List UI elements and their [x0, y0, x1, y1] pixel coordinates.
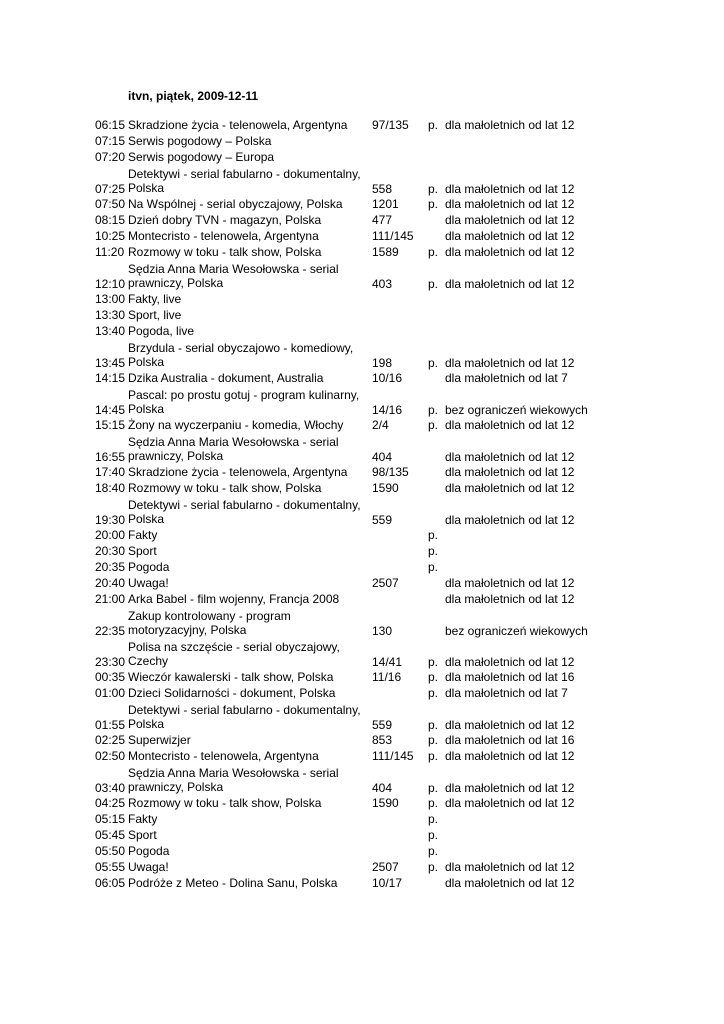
time-cell: 07:50: [95, 197, 126, 211]
age-rating-cell: dla małoletnich od lat 12: [445, 450, 575, 464]
age-rating-cell: dla małoletnich od lat 12: [445, 356, 575, 370]
age-rating-cell: dla małoletnich od lat 12: [445, 213, 575, 227]
schedule-table: [0, 118, 724, 892]
episode-cell: 404: [372, 450, 393, 464]
time-cell: 07:20: [95, 150, 126, 164]
table-row: [0, 796, 724, 812]
table-row: [0, 639, 724, 670]
premiere-cell: p.: [428, 733, 439, 747]
time-cell: 23:30: [95, 655, 126, 669]
premiere-cell: p.: [428, 544, 439, 558]
program-title-cell: Dzika Australia - dokument, Australia: [128, 371, 324, 385]
program-title-cell: Sport: [128, 828, 157, 842]
premiere-cell: p.: [428, 796, 439, 810]
program-title-cell: Sędzia Anna Maria Wesołowska - serial prawniczy, Polska: [128, 262, 339, 290]
program-title-cell: Dzień dobry TVN - magazyn, Polska: [128, 213, 322, 227]
program-title-cell: Pogoda: [128, 844, 170, 858]
time-cell: 22:35: [95, 624, 126, 638]
table-row: [0, 733, 724, 749]
program-title-cell: Superwizjer: [128, 733, 191, 747]
time-cell: 06:15: [95, 118, 126, 132]
table-row: [0, 418, 724, 434]
program-title-cell: Fakty, live: [128, 292, 182, 306]
episode-cell: 404: [372, 781, 393, 795]
program-title-cell: Sport: [128, 544, 157, 558]
program-title-cell: Zakup kontrolowany - program motoryzacyjny, Polska: [128, 609, 291, 637]
table-row: [0, 749, 724, 765]
time-cell: 02:50: [95, 749, 126, 763]
table-row: [0, 229, 724, 245]
program-title-cell: Brzydula - serial obyczajowo - komediowy, Polska: [128, 341, 354, 369]
table-row: [0, 134, 724, 150]
table-row: [0, 197, 724, 213]
time-cell: 05:15: [95, 812, 126, 826]
time-cell: 17:40: [95, 465, 126, 479]
episode-cell: 14/16: [372, 403, 403, 417]
time-cell: 20:40: [95, 576, 126, 590]
time-cell: 00:35: [95, 670, 126, 684]
premiere-cell: p.: [428, 655, 439, 669]
age-rating-cell: bez ograniczeń wiekowych: [445, 624, 588, 638]
program-title-cell: Montecristo - telenowela, Argentyna: [128, 749, 319, 763]
table-row: [0, 481, 724, 497]
table-row: [0, 560, 724, 576]
program-title-cell: Uwaga!: [128, 576, 169, 590]
table-row: [0, 308, 724, 324]
table-row: [0, 608, 724, 639]
episode-cell: 1589: [372, 245, 399, 259]
program-title-cell: Detektywi - serial fabularno - dokumentalny, Polska: [128, 167, 361, 195]
age-rating-cell: dla małoletnich od lat 16: [445, 670, 575, 684]
episode-cell: 98/135: [372, 465, 409, 479]
program-title-cell: Polisa na szczęście - serial obyczajowy, Czechy: [128, 640, 340, 668]
time-cell: 14:15: [95, 371, 126, 385]
program-title-cell: Fakty: [128, 812, 158, 826]
age-rating-cell: dla małoletnich od lat 7: [445, 686, 568, 700]
program-title-cell: Arka Babel - film wojenny, Francja 2008: [128, 592, 340, 606]
premiere-cell: p.: [428, 860, 439, 874]
premiere-cell: p.: [428, 403, 439, 417]
age-rating-cell: dla małoletnich od lat 7: [445, 371, 568, 385]
table-row: [0, 686, 724, 702]
premiere-cell: p.: [428, 749, 439, 763]
premiere-cell: p.: [428, 356, 439, 370]
age-rating-cell: dla małoletnich od lat 12: [445, 876, 575, 890]
program-title-cell: Fakty: [128, 528, 158, 542]
age-rating-cell: dla małoletnich od lat 12: [445, 576, 575, 590]
program-title-cell: Skradzione życia - telenowela, Argentyna: [128, 118, 348, 132]
table-row: [0, 828, 724, 844]
time-cell: 01:55: [95, 718, 126, 732]
age-rating-cell: dla małoletnich od lat 12: [445, 118, 575, 132]
table-row: [0, 261, 724, 292]
time-cell: 14:45: [95, 403, 126, 417]
premiere-cell: p.: [428, 718, 439, 732]
program-title-cell: Sędzia Anna Maria Wesołowska - serial prawniczy, Polska: [128, 766, 339, 794]
episode-cell: 403: [372, 277, 393, 291]
table-row: [0, 670, 724, 686]
age-rating-cell: dla małoletnich od lat 12: [445, 592, 575, 606]
time-cell: 13:30: [95, 308, 126, 322]
program-title-cell: Serwis pogodowy – Polska: [128, 134, 272, 148]
page-title: itvn, piątek, 2009-12-11: [128, 89, 259, 103]
episode-cell: 558: [372, 182, 393, 196]
age-rating-cell: dla małoletnich od lat 12: [445, 481, 575, 495]
table-row: [0, 245, 724, 261]
premiere-cell: p.: [428, 812, 439, 826]
episode-cell: 198: [372, 356, 393, 370]
program-title-cell: Pascal: po prostu gotuj - program kulinarny, Polska: [128, 388, 360, 416]
time-cell: 07:15: [95, 134, 126, 148]
time-cell: 06:05: [95, 876, 126, 890]
time-cell: 20:30: [95, 544, 126, 558]
premiere-cell: p.: [428, 781, 439, 795]
time-cell: 04:25: [95, 796, 126, 810]
time-cell: 03:40: [95, 781, 126, 795]
program-title-cell: Pogoda, live: [128, 324, 195, 338]
time-cell: 10:25: [95, 229, 126, 243]
age-rating-cell: dla małoletnich od lat 12: [445, 513, 575, 527]
time-cell: 20:00: [95, 528, 126, 542]
time-cell: 02:25: [95, 733, 126, 747]
program-title-cell: Wieczór kawalerski - talk show, Polska: [128, 670, 334, 684]
age-rating-cell: dla małoletnich od lat 12: [445, 277, 575, 291]
age-rating-cell: dla małoletnich od lat 12: [445, 182, 575, 196]
premiere-cell: p.: [428, 418, 439, 432]
program-title-cell: Serwis pogodowy – Europa: [128, 150, 275, 164]
episode-cell: 2/4: [372, 418, 389, 432]
episode-cell: 1590: [372, 481, 399, 495]
program-title-cell: Rozmowy w toku - talk show, Polska: [128, 796, 322, 810]
time-cell: 07:25: [95, 182, 126, 196]
table-row: [0, 340, 724, 371]
program-title-cell: Rozmowy w toku - talk show, Polska: [128, 481, 322, 495]
table-row: [0, 434, 724, 465]
premiere-cell: p.: [428, 828, 439, 842]
premiere-cell: p.: [428, 118, 439, 132]
episode-cell: 1201: [372, 197, 399, 211]
program-title-cell: Detektywi - serial fabularno - dokumentalny, Polska: [128, 703, 361, 731]
table-row: [0, 702, 724, 733]
program-title-cell: Sport, live: [128, 308, 182, 322]
premiere-cell: p.: [428, 686, 439, 700]
table-row: [0, 765, 724, 796]
program-title-cell: Rozmowy w toku - talk show, Polska: [128, 245, 322, 259]
premiere-cell: p.: [428, 844, 439, 858]
time-cell: 19:30: [95, 513, 126, 527]
time-cell: 20:35: [95, 560, 126, 574]
premiere-cell: p.: [428, 528, 439, 542]
age-rating-cell: dla małoletnich od lat 12: [445, 749, 575, 763]
age-rating-cell: bez ograniczeń wiekowych: [445, 403, 588, 417]
program-title-cell: Detektywi - serial fabularno - dokumentalny, Polska: [128, 498, 361, 526]
premiere-cell: p.: [428, 197, 439, 211]
age-rating-cell: dla małoletnich od lat 12: [445, 229, 575, 243]
table-row: [0, 150, 724, 166]
table-row: [0, 387, 724, 418]
episode-cell: 1590: [372, 796, 399, 810]
time-cell: 12:10: [95, 277, 126, 291]
table-row: [0, 592, 724, 608]
table-row: [0, 576, 724, 592]
age-rating-cell: dla małoletnich od lat 12: [445, 418, 575, 432]
time-cell: 13:00: [95, 292, 126, 306]
program-title-cell: Uwaga!: [128, 860, 169, 874]
program-title-cell: Skradzione życia - telenowela, Argentyna: [128, 465, 348, 479]
table-row: [0, 371, 724, 387]
age-rating-cell: dla małoletnich od lat 12: [445, 197, 575, 211]
time-cell: 08:15: [95, 213, 126, 227]
time-cell: 11:20: [95, 245, 125, 259]
episode-cell: 97/135: [372, 118, 409, 132]
time-cell: 15:15: [95, 418, 126, 432]
episode-cell: 559: [372, 513, 393, 527]
episode-cell: 130: [372, 624, 393, 638]
time-cell: 21:00: [95, 592, 126, 606]
table-row: [0, 860, 724, 876]
time-cell: 05:55: [95, 860, 126, 874]
episode-cell: 2507: [372, 860, 399, 874]
time-cell: 01:00: [95, 686, 126, 700]
episode-cell: 10/16: [372, 371, 403, 385]
episode-cell: 559: [372, 718, 393, 732]
time-cell: 13:45: [95, 356, 126, 370]
time-cell: 05:45: [95, 828, 126, 842]
table-row: [0, 812, 724, 828]
time-cell: 16:55: [95, 450, 126, 464]
table-row: [0, 497, 724, 528]
program-title-cell: Montecristo - telenowela, Argentyna: [128, 229, 319, 243]
age-rating-cell: dla małoletnich od lat 12: [445, 860, 575, 874]
program-title-cell: Na Wspólnej - serial obyczajowy, Polska: [128, 197, 343, 211]
episode-cell: 111/145: [372, 229, 414, 243]
time-cell: 18:40: [95, 481, 126, 495]
table-row: [0, 118, 724, 134]
table-row: [0, 528, 724, 544]
program-title-cell: Dzieci Solidarności - dokument, Polska: [128, 686, 336, 700]
premiere-cell: p.: [428, 245, 439, 259]
time-cell: 05:50: [95, 844, 126, 858]
table-row: [0, 876, 724, 892]
program-title-cell: Sędzia Anna Maria Wesołowska - serial prawniczy, Polska: [128, 435, 339, 463]
episode-cell: 14/41: [372, 655, 403, 669]
episode-cell: 2507: [372, 576, 399, 590]
premiere-cell: p.: [428, 182, 439, 196]
age-rating-cell: dla małoletnich od lat 12: [445, 655, 575, 669]
age-rating-cell: dla małoletnich od lat 12: [445, 465, 575, 479]
premiere-cell: p.: [428, 670, 439, 684]
age-rating-cell: dla małoletnich od lat 16: [445, 733, 575, 747]
table-row: [0, 844, 724, 860]
time-cell: 13:40: [95, 324, 126, 338]
age-rating-cell: dla małoletnich od lat 12: [445, 718, 575, 732]
table-row: [0, 544, 724, 560]
table-row: [0, 292, 724, 308]
episode-cell: 853: [372, 733, 393, 747]
episode-cell: 111/145: [372, 749, 414, 763]
program-title-cell: Żony na wyczerpaniu - komedia, Włochy: [128, 418, 344, 432]
episode-cell: 477: [372, 213, 393, 227]
episode-cell: 10/17: [372, 876, 403, 890]
program-title-cell: Podróże z Meteo - Dolina Sanu, Polska: [128, 876, 338, 890]
age-rating-cell: dla małoletnich od lat 12: [445, 245, 575, 259]
table-row: [0, 324, 724, 340]
program-title-cell: Pogoda: [128, 560, 170, 574]
table-row: [0, 166, 724, 197]
premiere-cell: p.: [428, 560, 439, 574]
premiere-cell: p.: [428, 277, 439, 291]
age-rating-cell: dla małoletnich od lat 12: [445, 796, 575, 810]
table-row: [0, 213, 724, 229]
table-row: [0, 465, 724, 481]
age-rating-cell: dla małoletnich od lat 12: [445, 781, 575, 795]
episode-cell: 11/16: [372, 670, 402, 684]
